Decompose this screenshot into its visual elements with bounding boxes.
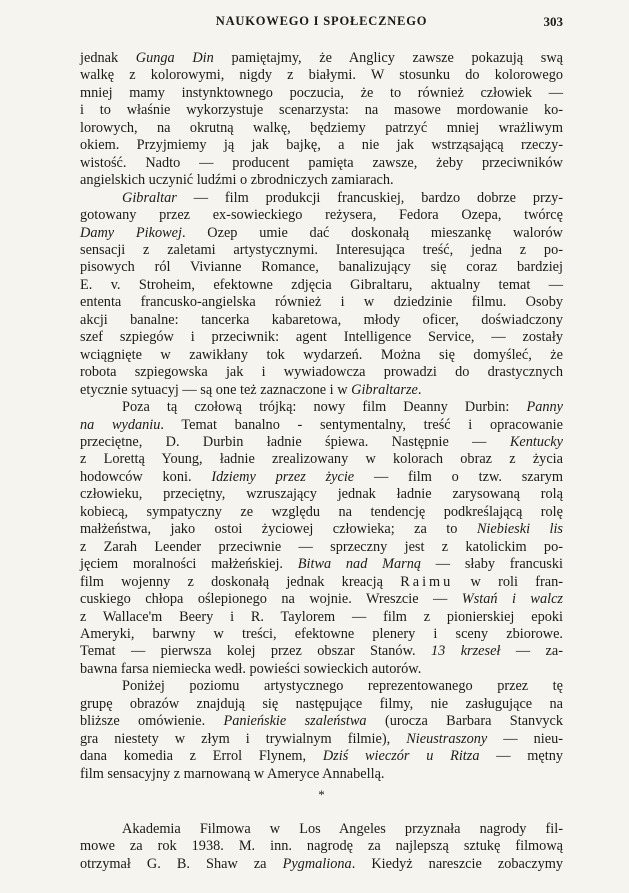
text-run: — film o tzw. szarym bbox=[354, 468, 563, 485]
text-line bbox=[80, 434, 563, 451]
film-title: Panny bbox=[526, 399, 563, 416]
spacer bbox=[80, 807, 563, 821]
text-run: film wojenny z doskonałą jednak kreacją bbox=[80, 573, 401, 590]
text-run: dana komedia z Errol Flynem, bbox=[80, 748, 323, 765]
text-run: Poza tą czołową trójką: nowy film Deanny Durbin: bbox=[122, 399, 527, 416]
section-separator: * bbox=[318, 787, 325, 803]
text-run: — za- bbox=[500, 643, 563, 660]
text-line bbox=[80, 731, 563, 748]
text-line: z Zarah Leender przeciwnie — sprzeczny jest z katolickim po- bbox=[80, 538, 563, 555]
text-line: walkę z kolorowymi, nigdy z białymi. W stosunku do kolorowego bbox=[80, 67, 563, 84]
text-line: angielskich uczynić ludźmi o zbrodniczych zamiarach. bbox=[80, 172, 394, 189]
film-title: Kentucky bbox=[509, 433, 563, 450]
film-title: Nieustraszony bbox=[406, 730, 488, 747]
text-line bbox=[80, 643, 563, 660]
paragraph-durbin bbox=[80, 399, 563, 678]
text-line: grupę obrazów znajdują się następujące filmy, nie zasługujące na bbox=[80, 695, 563, 712]
film-title: Gibraltarze bbox=[351, 381, 418, 398]
text-line bbox=[80, 574, 563, 591]
film-title: Bitwa nad Marną bbox=[297, 556, 422, 573]
text-run: hodowców koni. bbox=[80, 468, 212, 485]
text-line bbox=[80, 190, 563, 207]
text-line: mowe za rok 1938. M. inn. nagrodę za najlepszą sztukę filmową bbox=[80, 838, 563, 855]
text-line: i to właśnie wykorzystuje scenarzysta: na masowe mordowanie ko- bbox=[80, 102, 563, 119]
text-line: bawna farsa niemiecka wedł. powieści sowieckich autorów. bbox=[80, 660, 422, 677]
text-run: Temat — pierwsza kolej przez obszar Stanów. bbox=[80, 643, 431, 660]
text-line bbox=[80, 713, 563, 730]
text-line: kobiecą, sympatyczny ze względu na tendencję podkreślającą rolę bbox=[80, 503, 563, 520]
text-line: mniej mamy instynktownego poczucia, że to również człowiek — bbox=[80, 84, 563, 101]
text-line bbox=[80, 856, 563, 873]
text-line: wistość. Nadto — producent pamięta zawsze, żeby przeciwników bbox=[80, 154, 563, 171]
text-run: pamiętajmy, że Anglicy zawsze pokazują swą bbox=[213, 50, 563, 66]
text-line bbox=[80, 50, 563, 67]
text-line: wciągnięte w zawikłany tok wydarzeń. Można się domyśleć, że bbox=[80, 346, 563, 363]
paragraph-gunga-din bbox=[80, 50, 563, 190]
text-line bbox=[80, 521, 563, 538]
text-run: . bbox=[417, 381, 422, 398]
text-line: film sensacyjny z marnowaną w Ameryce Annabellą. bbox=[80, 765, 385, 782]
text-line: gotowany przez ex-sowieckiego reżysera, Fedora Ozepa, twórcę bbox=[80, 207, 563, 224]
film-title: Panieńskie szaleństwa bbox=[223, 713, 367, 730]
text-line: człowieku, przeciętny, wzruszający jednak ładnie zarysowaną rolą bbox=[80, 486, 563, 503]
text-line: E. v. Stroheim, efektowne zdjęcia Gibraltaru, aktualny temat — bbox=[80, 276, 563, 293]
text-run: przeciętne, D. Durbin ładnie śpiewa. Następnie — bbox=[80, 433, 510, 450]
text-line: z Lorettą Young, ładnie zrealizowany w kolorach obraz z życia bbox=[80, 451, 563, 468]
text-run: cuskiego chłopa oślepionego na wojnie. Wreszcie — bbox=[80, 591, 462, 608]
text-line: lorowych, na okrutną walkę, będziemy patrzyć mniej wrażliwym bbox=[80, 119, 563, 136]
text-run: — słaby francuski bbox=[421, 556, 563, 573]
paragraph-below-level bbox=[80, 678, 563, 783]
text-run: — film produkcji francuskiej, bardzo dobrze przy- bbox=[176, 189, 563, 206]
article-body bbox=[80, 50, 563, 873]
text-run: . Ozep umie dać doskonałą mieszankę walorów bbox=[181, 224, 563, 241]
page-number: 303 bbox=[543, 14, 563, 29]
text-line: akcji banalne: tancerka kabaretowa, młody oficer, doświadczony bbox=[80, 311, 563, 328]
text-line: ententa francusko-angielska również i w dziedzinie filmu. Osoby bbox=[80, 294, 563, 311]
film-title: na wydaniu bbox=[80, 416, 161, 433]
film-title: Pygmaliona bbox=[282, 855, 352, 872]
text-line bbox=[80, 748, 563, 765]
text-run: bliższe omówienie. bbox=[80, 713, 224, 730]
film-title: Gunga Din bbox=[135, 50, 214, 66]
text-line: pisowych ról Vivianne Romance, banalizujący się coraz bardziej bbox=[80, 259, 563, 276]
text-line bbox=[80, 469, 563, 486]
text-run: jednak bbox=[80, 50, 136, 66]
film-title: Niebieski lis bbox=[476, 521, 563, 538]
film-title: Wstań i walcz bbox=[461, 591, 563, 608]
film-title: Gibraltar bbox=[122, 189, 177, 206]
text-run: — mętny bbox=[479, 748, 563, 765]
text-run: (urocza Barbara Stanvyck bbox=[366, 713, 563, 730]
text-line bbox=[80, 225, 563, 242]
running-title: NAUKOWEGO I SPOŁECZNEGO bbox=[215, 14, 428, 28]
text-line bbox=[80, 382, 563, 399]
text-run: jęciem moralności małżeńskiej. bbox=[80, 556, 298, 573]
text-line: robota szpiegowska jak i wywiadowcza prowadzi do drastycznych bbox=[80, 364, 563, 381]
film-title: 13 krzeseł bbox=[430, 643, 501, 660]
text-line: Ameryki, barwny w treści, efektowne plenery i sceny zbiorowe. bbox=[80, 625, 563, 642]
text-run: . Kiedyż nareszcie zobaczymy bbox=[351, 855, 563, 872]
text-line bbox=[80, 417, 563, 434]
text-line bbox=[80, 591, 563, 608]
text-line bbox=[80, 556, 563, 573]
text-run: — nieu- bbox=[487, 730, 563, 747]
text-run: w roli fran- bbox=[453, 573, 563, 590]
text-line: Poniżej poziomu artystycznego reprezentowanego przez tę bbox=[122, 678, 563, 695]
paragraph-gibraltar bbox=[80, 190, 563, 399]
text-run: gra niestety w złym i trywialnym filmie), bbox=[80, 730, 407, 747]
text-run: małżeństwa, jako ostoi życiowej człowieka; za to bbox=[80, 521, 477, 538]
actor-name-spaced: Raimu bbox=[400, 573, 454, 590]
text-line: z Wallace'm Beery i R. Taylorem — film z pionierskiej epoki bbox=[80, 608, 563, 625]
text-line: okiem. Przyjmiemy ją jak bajkę, a nie jak wstrząsającą rzeczy- bbox=[80, 137, 563, 154]
text-run: otrzymał G. B. Shaw za bbox=[80, 855, 283, 872]
text-line: sensacji z zaletami artystycznymi. Interesująca treść, jedna z po- bbox=[80, 241, 563, 258]
text-line: Akademia Filmowa w Los Angeles przyznała nagrody fil- bbox=[122, 821, 563, 838]
text-run: . Temat banalno - sentymentalny, treść i opracowanie bbox=[160, 416, 563, 433]
page-header bbox=[80, 14, 563, 36]
text-line: szef szpiegów i przeciwnik: agent Intelligence Service, — zostały bbox=[80, 329, 563, 346]
text-run: etycznie sytuacyj — są one też zaznaczone i w bbox=[80, 381, 352, 398]
film-title: Dziś wieczór u Ritza bbox=[322, 748, 480, 765]
text-line bbox=[80, 399, 563, 416]
film-title: Idziemy przez życie bbox=[211, 468, 355, 485]
paragraph-academy-awards bbox=[80, 821, 563, 873]
film-title: Damy Pikowej bbox=[80, 224, 182, 241]
